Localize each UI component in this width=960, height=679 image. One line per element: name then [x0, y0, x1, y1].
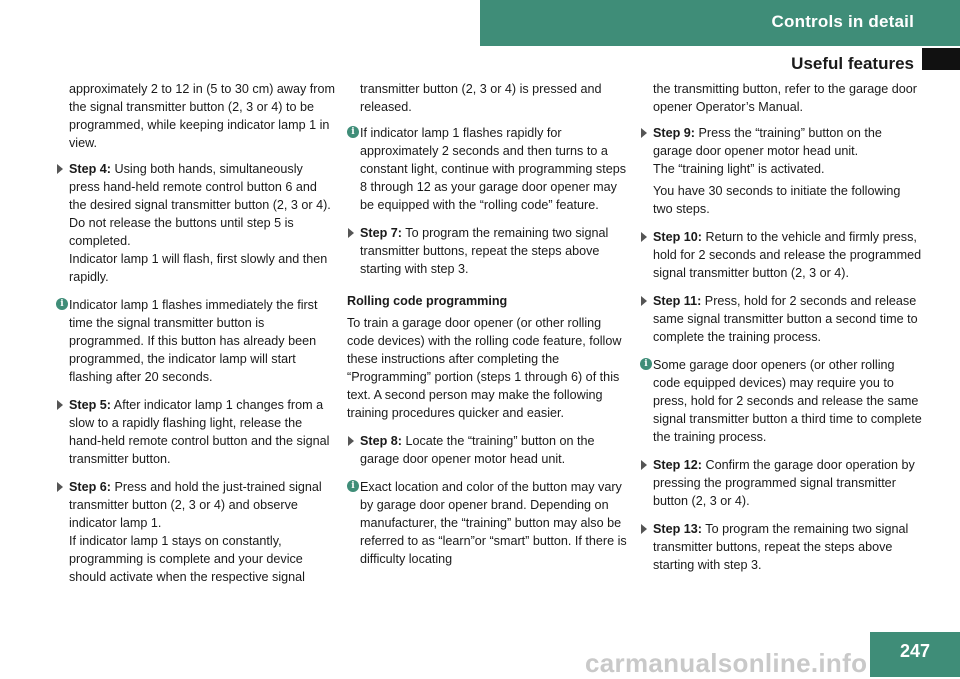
info-icon: i [640, 358, 652, 370]
column-2 [347, 80, 627, 578]
arrow-icon [348, 436, 354, 446]
watermark: carmanualsonline.info [585, 648, 868, 678]
step-text: Press, hold for 2 seconds and release same signal transmitter button a second time to complete the training process. [653, 294, 918, 344]
step-text: Return to the vehicle and firmly press, hold for 2 seconds and release the programmed signal transmitter button (2, 3 or 4). [653, 230, 922, 280]
continuation-text: the transmitting button, refer to the garage door opener Operator’s Manual. [653, 82, 917, 114]
step-note: Indicator lamp 1 will flash, first slowly and then rapidly. [69, 252, 328, 284]
arrow-icon [641, 460, 647, 470]
arrow-icon [57, 482, 63, 492]
step-7 [360, 224, 627, 278]
step-label: Step 8: [360, 434, 402, 448]
step-text: To program the remaining two signal transmitter buttons, repeat the steps above starting with step 3. [360, 226, 609, 276]
step-12 [653, 456, 922, 510]
continuation-text: transmitter button (2, 3 or 4) is pressed and released. [360, 82, 602, 114]
arrow-icon [57, 164, 63, 174]
step-note: The “training light” is activated. [653, 162, 825, 176]
step-5 [69, 396, 336, 468]
step-text: Using both hands, simultaneously press hand-held remote control button 6 and the desired signal transmitter button (2, 3 or 4). Do not release the buttons until step 5 is completed. [69, 162, 331, 248]
step-label: Step 9: [653, 126, 695, 140]
step-text: After indicator lamp 1 changes from a slow to a rapidly flashing light, release the hand-held remote control button and the signal transmitter button. [69, 398, 330, 466]
info-text: Indicator lamp 1 flashes immediately the first time the signal transmitter button is programmed. If this button has already been programmed, the indicator lamp will start flashing after 20 seconds. [69, 298, 318, 384]
arrow-icon [57, 400, 63, 410]
step-label: Step 4: [69, 162, 111, 176]
info-note-4 [644, 356, 922, 446]
info-text: Some garage door openers (or other rolling code equipped devices) may require you to press, hold for 2 seconds and release the same signal transmitter button a third time to complete the training process. [653, 358, 922, 444]
step-8 [360, 432, 627, 468]
step-text: Press and hold the just-trained signal transmitter button (2, 3 or 4) and observe indicator lamp 1. [69, 480, 322, 530]
section-title: Controls in detail [771, 12, 914, 31]
arrow-icon [641, 524, 647, 534]
step-text: Press the “training” button on the garage door opener motor head unit. [653, 126, 882, 158]
step-10 [653, 228, 922, 282]
body-paragraph: To train a garage door opener (or other rolling code devices) with the rolling code feature, follow these instructions after completing the “Programming” portion (steps 1 through 6) of this text. A second person may make the following training procedures quicker and easier. [347, 316, 622, 420]
info-note-1 [60, 296, 336, 386]
arrow-icon [641, 128, 647, 138]
step-label: Step 12: [653, 458, 702, 472]
step-note: If indicator lamp 1 stays on constantly, programming is complete and your device should activate when the respective signal [69, 534, 305, 584]
step-label: Step 6: [69, 480, 111, 494]
arrow-icon [641, 296, 647, 306]
step-4 [69, 160, 336, 286]
column-1 [56, 80, 336, 596]
thumb-tab [922, 48, 960, 70]
info-text: Exact location and color of the button may vary by garage door opener brand. Depending on manufacturer, the “training” button may also be referred to as “learn”or “smart” button. If there is difficulty locating [360, 480, 627, 566]
info-note-2 [351, 124, 627, 214]
info-text: If indicator lamp 1 flashes rapidly for approximately 2 seconds and then turns to a constant light, continue with programming steps 8 through 12 as your garage door opener may be equipped with the “rolling code” feature. [360, 126, 627, 212]
step-note: You have 30 seconds to initiate the following two steps. [653, 184, 901, 216]
info-icon: i [347, 126, 359, 138]
intro-text: approximately 2 to 12 in (5 to 30 cm) away from the signal transmitter button (2, 3 or 4) to be programmed, while keeping indicator lamp 1 in view. [69, 82, 335, 150]
section-heading: Rolling code programming [347, 294, 508, 308]
info-note-3 [351, 478, 627, 568]
step-text: To program the remaining two signal transmitter buttons, repeat the steps above starting with step 3. [653, 522, 909, 572]
header-tab [480, 0, 960, 46]
step-text: Confirm the garage door operation by pressing the programmed signal transmitter button (2, 3 or 4). [653, 458, 915, 508]
step-label: Step 10: [653, 230, 702, 244]
step-9 [653, 124, 922, 218]
column-3 [640, 80, 922, 584]
step-13 [653, 520, 922, 574]
arrow-icon [641, 232, 647, 242]
step-label: Step 7: [360, 226, 402, 240]
info-icon: i [56, 298, 68, 310]
step-label: Step 11: [653, 294, 702, 308]
step-6 [69, 478, 336, 586]
page-number: 247 [870, 632, 960, 677]
info-icon: i [347, 480, 359, 492]
arrow-icon [348, 228, 354, 238]
step-label: Step 13: [653, 522, 702, 536]
step-label: Step 5: [69, 398, 111, 412]
step-11 [653, 292, 922, 346]
step-text: Locate the “training” button on the garage door opener motor head unit. [360, 434, 595, 466]
page-subtitle: Useful features [791, 54, 914, 73]
